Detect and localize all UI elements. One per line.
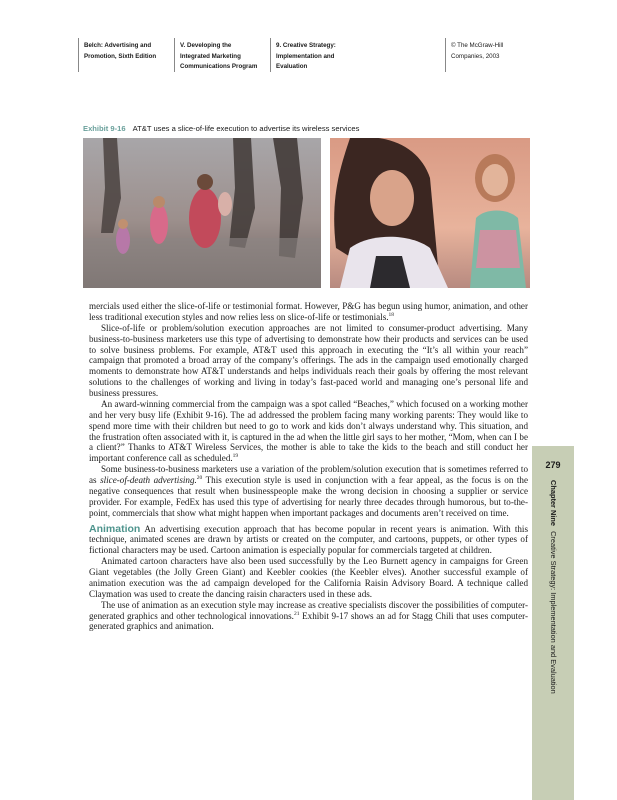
header-line: Companies, 2003 [451,52,500,60]
footnote-ref: 19 [232,453,239,460]
header-copyright [445,38,534,72]
paragraph [89,301,528,323]
header-line: Implementation and [276,52,335,60]
paragraph-text: Some business-to-business marketers use a variation of the problem/solution execution that is sometimes referred to as [89,464,528,485]
paragraph [89,600,528,633]
article-body [89,301,528,632]
paragraph-text: An award-winning commercial from the campaign was a spot called “Beaches,” which focused on a working mother and her very busy life (Exhibit 9-16). The ad addressed the problem facing many working parents: They would like to spend more time with their children but need to go to work and kids don’t always understand why. This situation, and the frustration often associated with it, is captured in the ad when the little girl says to her mother, “Mom, when can I be a client?” Thanks to AT&T Wireless Services, the mother is able to take the kids to the beach and still conduct her important conference call as scheduled. [89,398,528,464]
footnote-ref: 18 [388,311,395,318]
header-part-title [174,38,270,72]
chapter-title: Creative Strategy: Implementation and Evaluation [549,531,558,694]
exhibit-label: Exhibit 9-16 [83,124,126,133]
exhibit-photo-mother-phone [330,138,530,288]
chapter-running-title [547,480,559,780]
paragraph [89,464,528,518]
paragraph-text: Exhibit 9-17 shows an ad for Stagg Chili that uses computer-generated graphics and animation. [89,610,528,632]
header-line: © The McGraw-Hill [451,42,504,49]
paragraph-text: Slice-of-life or problem/solution execution approaches are not limited to consumer-product advertising. Many business-to-business marketers use this type of advertising to demonstrate how their products and services can be used to solve business problems. For example, AT&T used this approach in executing the “It’s all within your reach” campaign that promoted a broad array of the company’s offerings. The ads in the campaign used emotionally charged moments to demonstrate how AT&T understands and helps individuals reach their goals by offering the most relevant solutions to the challenges of working and living in today’s fast-paced world and managing one’s personal life and business pressures. [89,322,528,398]
exhibit-caption-text: AT&T uses a slice-of-life execution to advertise its wireless services [132,124,360,133]
chapter-sidebar [532,446,574,800]
header-line: Integrated Marketing [180,52,241,60]
header-book-title [78,38,174,72]
paragraph-text: This execution style is used in conjunction with a fear appeal, as the focus is on the negative consequences that result when businesspeople make the wrong decision in choosing a supplier or service provider. For example, FedEx has used this type of advertising for nearly three decades through humorous, but to-the-point, commercials that show what might happen when important packages and documents aren’t received on time. [89,475,528,518]
header-line: Evaluation [276,63,308,70]
footnote-ref: 21 [293,610,300,617]
paragraph [89,399,528,464]
paragraph [89,524,528,557]
header-line: 9. Creative Strategy: [276,42,336,49]
header-line: Promotion, Sixth Edition [84,52,157,60]
key-term: slice-of-death advertising. [100,475,197,485]
exhibit-caption [83,124,359,133]
chapter-label: Chapter Nine [549,480,558,526]
paragraph-text: mercials used either the slice-of-life or testimonial format. However, P&G has begun using humor, animation, and other less traditional execution styles and now relies less on slice-of-life or testimonials. [89,301,528,322]
paragraph-text: Animated cartoon characters have also been used successfully by the Leo Burnett agency in campaigns for Green Giant vegetables (the Jolly Green Giant) and Keebler cookies (the Keebler elves). Another successful example of animation execution was the ad campaign developed for the California Raisin Advisory Board. A technique called Claymation was used to create the dancing raisin characters used in these ads. [89,556,528,599]
paragraph [89,556,528,600]
running-header [78,38,534,72]
header-line: Communications Program [180,63,258,70]
paragraph-text: The use of animation as an execution style may increase as creative specialists discover the possibilities of computer-generated graphics and other technological innovations. [89,599,528,621]
section-heading: Animation [89,522,141,535]
page-number: 279 [545,460,561,470]
paragraph [89,323,528,399]
exhibit-photo-beach-family [83,138,321,288]
header-line: Belch: Advertising and [84,42,152,49]
footnote-ref: 20 [196,474,203,481]
header-chapter-title [270,38,445,72]
paragraph-text: An advertising execution approach that has become popular in recent years is animation. With this technique, animated scenes are drawn by artists or created on the computer, and cartoons, puppets, or other types of fictional characters may be used. Cartoon animation is especially popular for commercials targeted at children. [89,523,528,556]
header-line: V. Developing the [180,42,232,49]
